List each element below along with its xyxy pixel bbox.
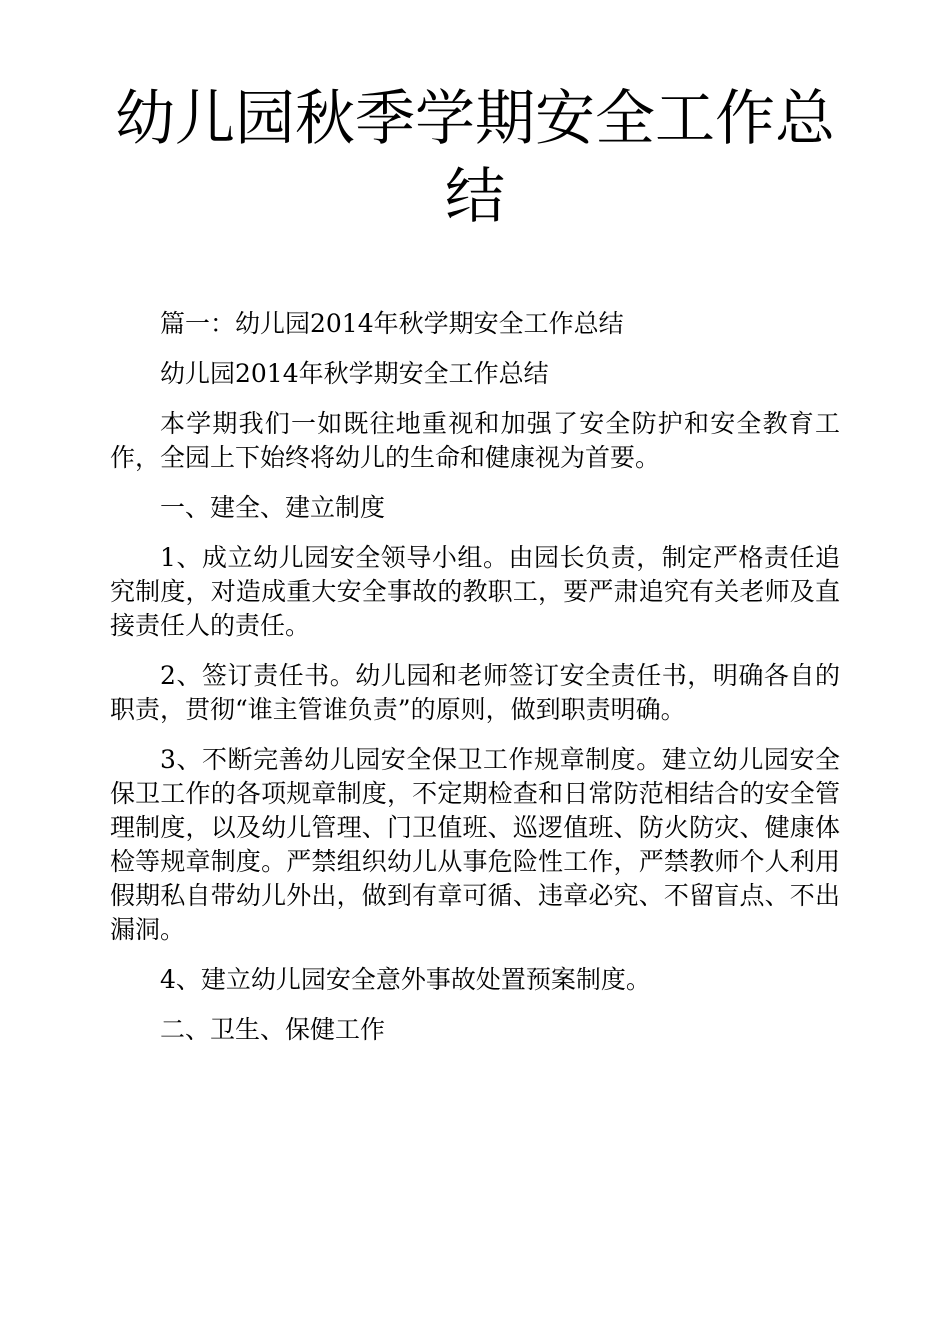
section-heading-2: 二、卫生、保健工作 xyxy=(160,1015,386,1044)
section-heading-1: 一、建全、建立制度 xyxy=(160,493,386,522)
paragraph-item-3: 3、不断完善幼儿园安全保卫工作规章制度。建立幼儿园安全保卫工作的各项规章制度，不定期检查和日常防范相结合的安全管理制度，以及幼儿管理、门卫值班、巡逻值班、防火防灾、健康体检等规章制度。严禁组织幼儿从事危险性工作，严禁教师个人利用假期私自带幼儿外出，做到有章可循、违章必究、不留盲点、不出漏洞。 xyxy=(110,745,840,944)
document-title xyxy=(110,80,840,236)
title-line-1: 幼儿园秋季学期安全工作总 xyxy=(115,84,835,154)
paragraph-intro: 本学期我们一如既往地重视和加强了安全防护和安全教育工作，全园上下始终将幼儿的生命和健康视为首要。 xyxy=(110,409,840,472)
paragraph-article-heading: 篇一：幼儿园2014年秋学期安全工作总结 xyxy=(160,309,624,338)
paragraph-item-1: 1、成立幼儿园安全领导小组。由园长负责，制定严格责任追究制度，对造成重大安全事故的教职工，要严肃追究有关老师及直接责任人的责任。 xyxy=(110,543,840,640)
paragraph-subtitle: 幼儿园2014年秋学期安全工作总结 xyxy=(160,359,549,388)
paragraph-item-4: 4、建立幼儿园安全意外事故处置预案制度。 xyxy=(160,965,651,994)
title-line-2: 结 xyxy=(445,162,505,232)
document-body xyxy=(110,307,840,1063)
paragraph-item-2: 2、签订责任书。幼儿园和老师签订安全责任书，明确各自的职责，贯彻“谁主管谁负责”的原则，做到职责明确。 xyxy=(110,661,840,724)
